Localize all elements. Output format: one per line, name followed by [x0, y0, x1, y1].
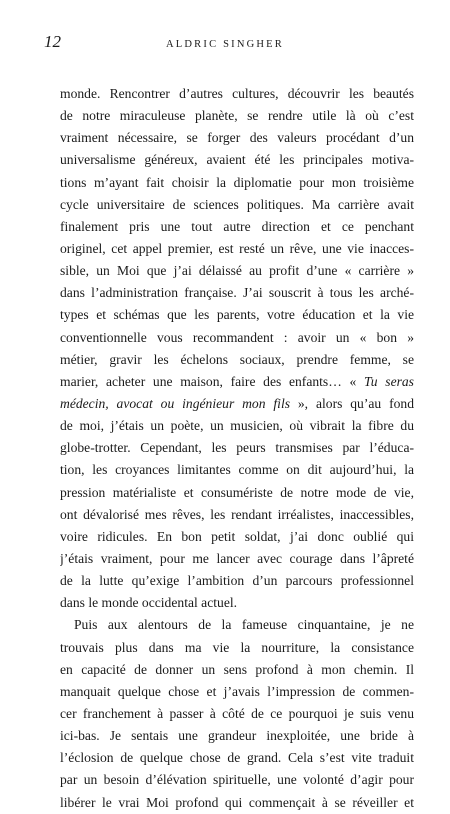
text-line: de notre miraculeuse planète, se rendre utile là où c’est — [60, 108, 414, 124]
text-line: en capacité de donner un sens profond à mon chemin. Il — [60, 661, 414, 677]
text-line: ici-bas. Je sentais une grandeur inexploitée, une bride à — [60, 728, 414, 744]
text-line: marier, acheter une maison, faire des enfants… « Tu seras — [60, 373, 414, 389]
text-line: monde. Rencontrer d’autres cultures, découvrir les beautés — [60, 86, 414, 101]
text-line: dans le monde occidental actuel. — [60, 595, 238, 611]
text-line: dans l’administration française. J’ai souscrit à tous les arché- — [60, 285, 414, 301]
text-line: tion, les croyances limitantes comme on dit aujourd’hui, la — [60, 462, 414, 478]
text-line: originel, cet appel premier, est resté un rêve, une vie inacces- — [60, 240, 414, 256]
text-line: conventionnelle vous recommandent : avoir un « bon » — [60, 329, 414, 345]
text-line: de la lutte qu’exige l’ambition d’un parcours professionnel — [60, 573, 414, 589]
text-line: métier, gravir les échelons sociaux, prendre femme, se — [60, 351, 414, 367]
text-line: libérer le vrai Moi profond qui commençait à se réveiller et — [60, 794, 414, 810]
text-line: Puis aux alentours de la fameuse cinquantaine, je ne — [74, 617, 414, 633]
paragraph-1 — [60, 83, 414, 614]
italic-quote: médecin, avocat ou ingénieur mon fils — [60, 395, 291, 411]
text-line: l’éclosion de quelque chose de grand. Cela s’est vite traduit — [60, 750, 414, 766]
text-line: pression matérialiste et consumériste de notre mode de vie, — [60, 484, 414, 500]
body-text — [60, 83, 414, 814]
text-line: voire ridicules. En bon petit soldat, j’ai donc oublié qui — [60, 528, 414, 544]
text-line: vraiment nécessaire, se forger des valeurs procédant d’un — [60, 130, 414, 146]
text-line: types et schémas que les parents, votre éducation et la vie — [60, 307, 414, 323]
text-line: globe-trotter. Cependant, les peurs transmises par l’éduca- — [60, 440, 414, 456]
text-line: de moi, j’étais un poète, un musicien, où vibrait la fibre du — [60, 418, 414, 434]
text-line: médecin, avocat ou ingénieur mon fils », alors qu’au fond — [60, 395, 414, 411]
text-line: tions m’ayant fait choisir la diplomatie pour mon troisième — [60, 174, 414, 190]
text-line: ont dévalorisé mes rêves, les rendant irréalistes, inaccessibles, — [60, 506, 414, 522]
text-line: sible, un Moi que j’ai délaissé au profit d’une « carrière » — [60, 263, 414, 279]
running-head-author: ALDRIC SINGHER — [165, 39, 284, 50]
page-number: 12 — [44, 32, 61, 51]
italic-quote: Tu seras — [363, 373, 414, 389]
text-line: manquait quelque chose et j’avais l’impression de commen- — [60, 683, 414, 699]
text-line: cycle universitaire de sciences politiques. Ma carrière avait — [60, 196, 414, 212]
text-line: finalement pris une tout autre direction et ce penchant — [60, 218, 414, 234]
text-line: j’étais vraiment, pour me lancer avec courage dans l’âpreté — [60, 550, 414, 566]
text-line: par un besoin d’élévation spirituelle, une volonté d’agir pour — [60, 772, 414, 788]
text-line: cer franchement à passer à côté de ce pourquoi je suis venu — [60, 705, 414, 721]
text-line: trouvais plus dans ma vie la nourriture, la consistance — [60, 639, 414, 655]
text-line: universalisme généreux, avaient été les principales motiva- — [60, 152, 414, 168]
paragraph-2 — [60, 614, 414, 813]
